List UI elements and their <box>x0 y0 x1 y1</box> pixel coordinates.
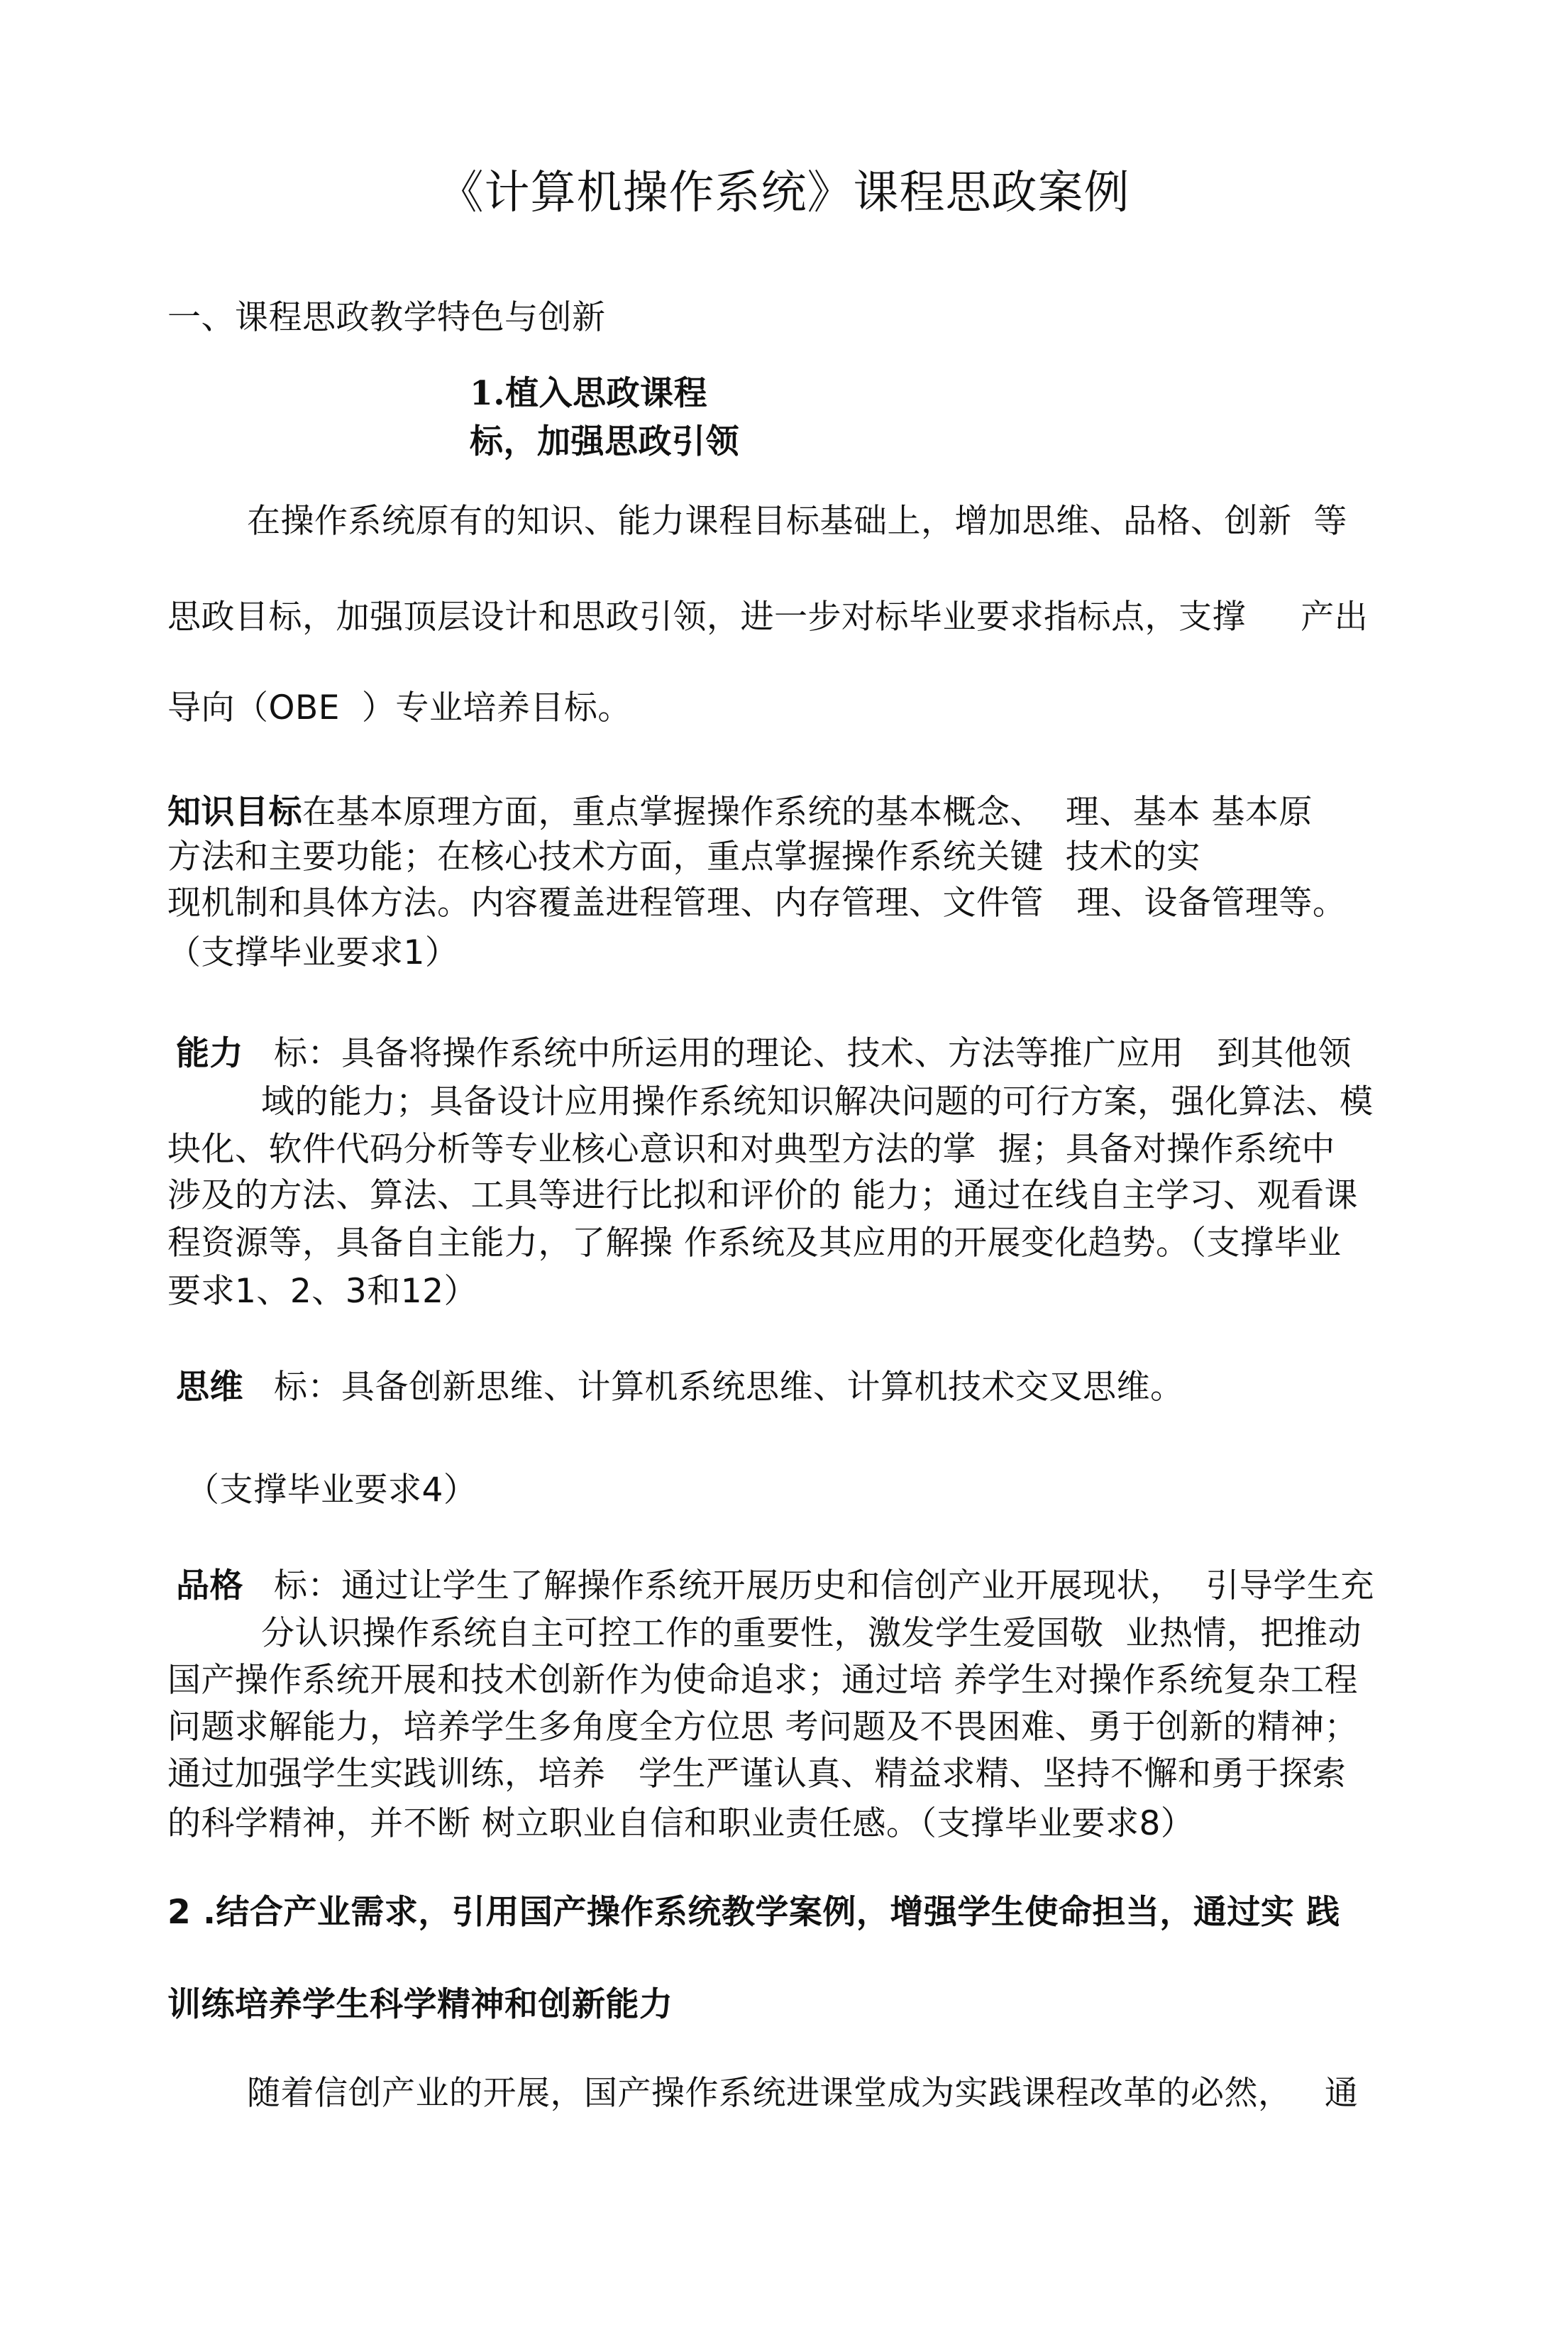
ability-goal-line: 域的能力；具备设计应用操作系统知识解决问题的可行方案，强化算法、模 <box>261 1082 1374 1121</box>
intro-line: 思政目标，加强顶层设计和思政引领，进一步对标毕业要求指标点，支撑 产出 <box>167 598 1369 637</box>
character-goal-label: 品格 <box>176 1566 243 1605</box>
character-goal-line: 的科学精神，并不断 树立职业自信和职业责任感。（支撑毕业要求8） <box>167 1804 1195 1843</box>
intro-line: 在操作系统原有的知识、能力课程目标基础上，增加思维、品格、创新 等 <box>247 502 1347 541</box>
character-goal-line: 国产操作系统开展和技术创新作为使命追求；通过培 养学生对操作系统复杂工程 <box>167 1661 1358 1700</box>
knowledge-goal-line: 方法和主要功能；在核心技术方面，重点掌握操作系统关键 技术的实 <box>167 837 1200 877</box>
thinking-goal-line: 标：具备创新思维、计算机系统思维、计算机技术交叉思维。 <box>274 1368 1184 1407</box>
subsection-2-heading-line2: 训练培养学生科学精神和创新能力 <box>167 1985 673 2024</box>
knowledge-goal-line: 现机制和具体方法。内容覆盖进程管理、内存管理、文件管 理、设备管理等。 <box>167 884 1347 923</box>
knowledge-goal-text: 在基本原理方面，重点掌握操作系统的基本概念、 理、基本 基本原 <box>302 793 1313 832</box>
ability-goal-line: 涉及的方法、算法、工具等进行比拟和评价的 能力；通过在线自主学习、观看课 <box>167 1176 1358 1215</box>
character-goal-line: 通过加强学生实践训练，培养 学生严谨认真、精益求精、坚持不懈和勇于探索 <box>167 1754 1347 1793</box>
section-heading: 一、课程思政教学特色与创新 <box>167 298 606 337</box>
ability-goal-label: 能力 <box>176 1034 243 1073</box>
character-goal-line: 问题求解能力，培养学生多角度全方位思 考问题及不畏困难、勇于创新的精神； <box>167 1708 1358 1747</box>
ability-goal-line: 程资源等，具备自主能力，了解操 作系统及其应用的开展变化趋势。（支撑毕业 <box>167 1224 1342 1263</box>
character-goal-line: 分认识操作系统自主可控工作的重要性，激发学生爱国敬 业热情，把推动 <box>261 1614 1362 1653</box>
ability-goal-line: 块化、软件代码分析等专业核心意识和对典型方法的掌 握；具备对操作系统中 <box>167 1130 1335 1169</box>
intro-line: 导向（OBE ）专业培养目标。 <box>167 688 631 727</box>
subsection-1-heading-line2: 标，加强思政引领 <box>470 422 739 461</box>
character-goal-line: 标：通过让学生了解操作系统开展历史和信创产业开展现状， 引导学生充 <box>274 1566 1374 1605</box>
page-title: 《计算机操作系统》课程思政案例 <box>438 167 1130 219</box>
closing-paragraph-line: 随着信创产业的开展，国产操作系统进课堂成为实践课程改革的必然， 通 <box>247 2074 1359 2113</box>
subsection-2-heading-line1: 2 .结合产业需求，引用国产操作系统教学案例，增强学生使命担当，通过实 践 <box>167 1893 1340 1932</box>
ability-goal-line: 标：具备将操作系统中所运用的理论、技术、方法等推广应用 到其他领 <box>274 1034 1352 1073</box>
thinking-goal-label: 思维 <box>176 1368 243 1407</box>
knowledge-goal-line <box>167 791 1313 834</box>
thinking-goal-support: （支撑毕业要求4） <box>186 1471 477 1510</box>
knowledge-goal-line: （支撑毕业要求1） <box>167 933 459 972</box>
knowledge-goal-label: 知识目标 <box>167 793 302 832</box>
subsection-1-heading-line1: 1.植入思政课程 <box>470 374 708 413</box>
ability-goal-line: 要求1、2、3和12） <box>167 1272 478 1311</box>
